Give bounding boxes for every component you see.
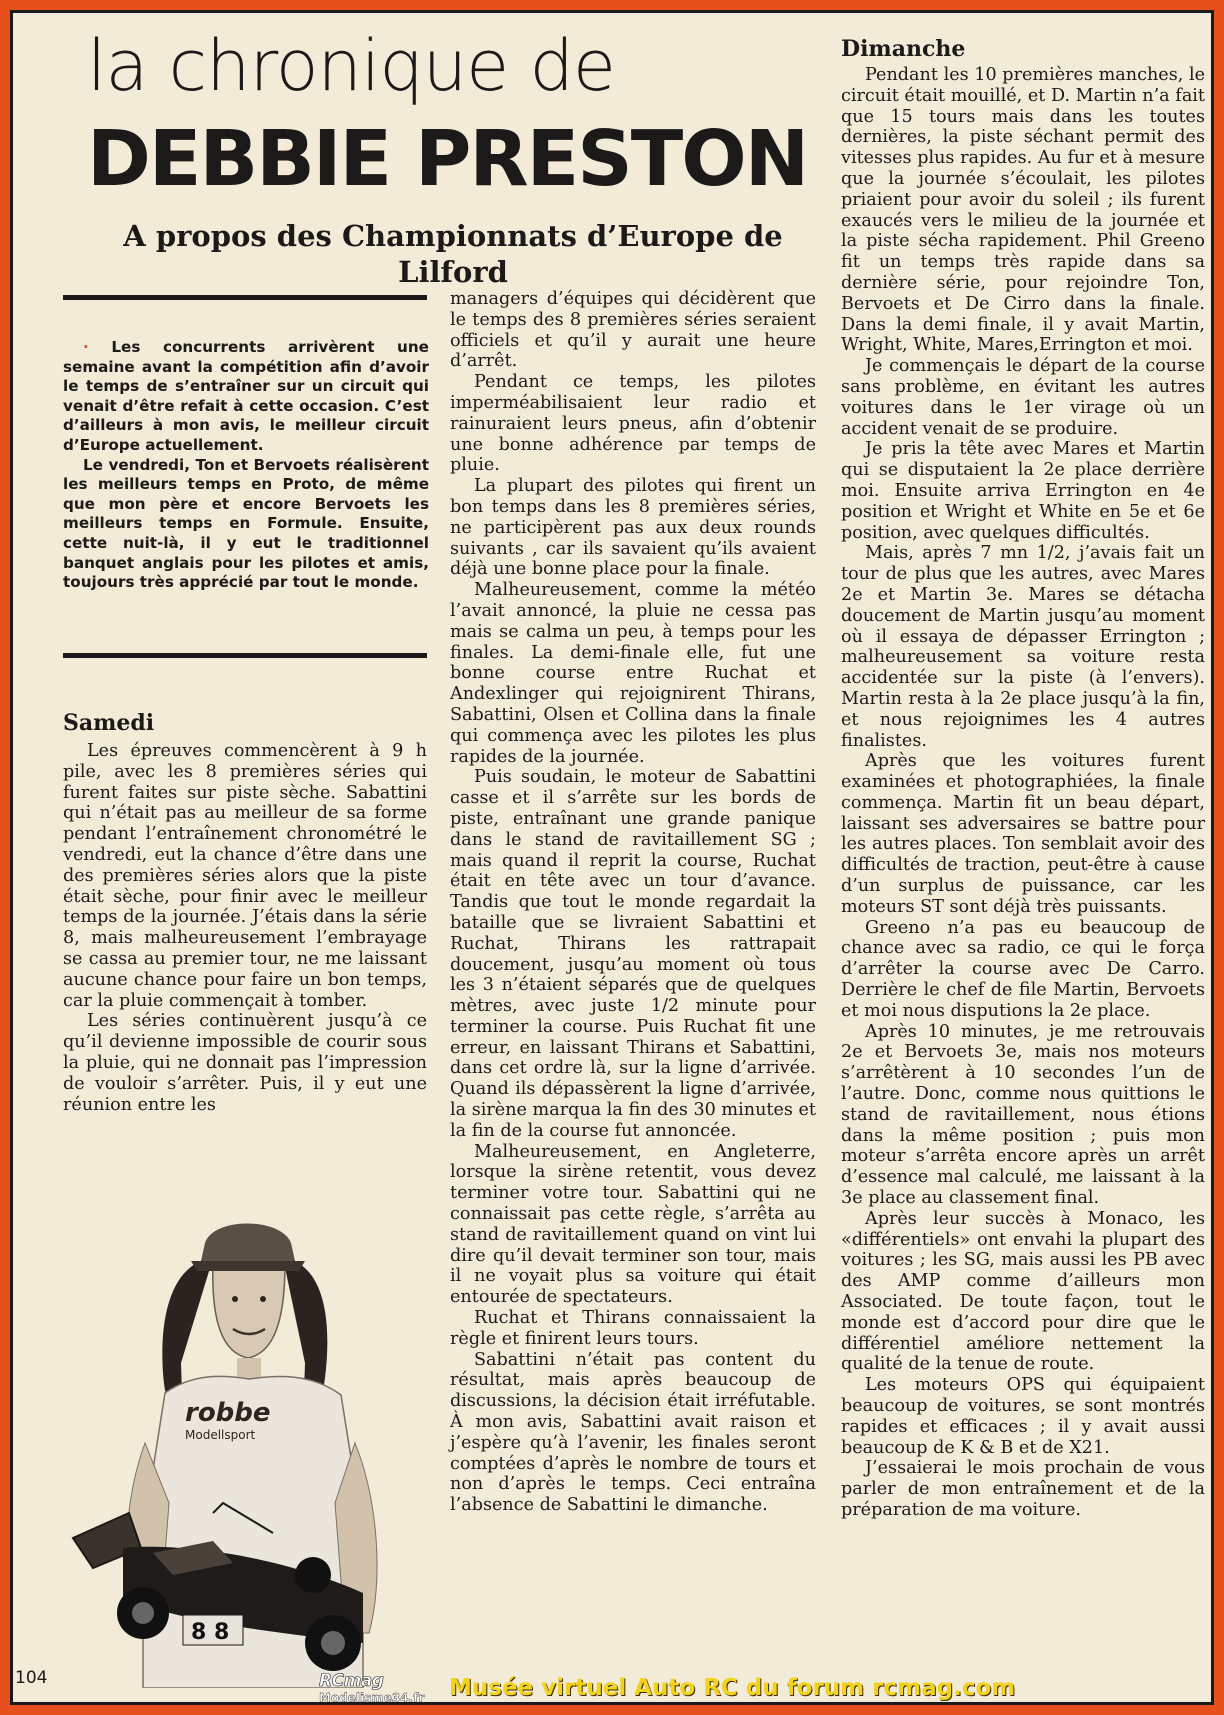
samedi-column [63,741,427,1115]
body-paragraph: managers d’équipes qui décidèrent que le temps des 8 premières séries seraient officiels et qu’il y aurait une heure d’arrêt. [450,289,816,372]
middle-column [450,289,816,1516]
intro-box [63,338,429,593]
body-paragraph: Greeno n’a pas eu beaucoup de chance avec sa radio, ce qui le força d’arrêter la course avec De Carro. Derrière le chef de file Martin, Bervoets et moi nous disputions la 2e place. [841,917,1205,1021]
body-paragraph: Les séries continuèrent jusqu’à ce qu’il devienne impossible de courir sous la pluie, qui ne donnait pas l’impression de vouloir s’arrêter. Puis, il y eut une réunion entre les [63,1011,427,1115]
body-paragraph: Pendant ce temps, les pilotes imperméabilisaient leur radio et rainuraient leurs pneus, afin d’obtenir une bonne adhérence par temps de pluie. [450,372,816,476]
intro-top-rule [63,295,427,300]
body-paragraph: Je pris la tête avec Mares et Martin qui se disputaient la 2e place derrière moi. Ensuite arriva Errington en 4e position et Wright et White en 5e et 6e position, avec quelques difficultés. [841,439,1205,543]
shirt-brand-text: robbe [185,1398,271,1428]
title-line-2: DEBBIE PRESTON [87,115,808,204]
body-paragraph: Ruchat et Thirans connaissaient la règle et finirent leurs tours. [450,1308,816,1349]
magazine-page [10,10,1214,1705]
logo-top-text: RCmag [319,1671,384,1691]
body-paragraph: Après leur succès à Monaco, les «différentiels» ont envahi la plupart des voitures ; les SG, mais aussi les PB avec des AMP comme d’ailleurs mon Associated. De toute façon, tout le monde est d’accord pour dire que le différentiel améliore nettement la qualité de la tenue de route. [841,1208,1205,1375]
body-paragraph: Puis soudain, le moteur de Sabattini casse et il s’arrête sur les bords de piste, entraînant une grande panique dans le stand de ravitaillement SG ; mais quand il reprit la course, Ruchat était en tête avec un tour d’avance. Tandis que tout le monde regardait la bataille que se livraient Sabattini et Ruchat, Thirans les rattrapait doucement, jusqu’au moment où tous les 3 n’étaient séparés que de quelques mètres, avec juste 1/2 minute pour terminer la course. Puis Ruchat fit une erreur, en laissant Thirans et Sabattini, dans cet ordre là, sur la ligne d’arrivée. Quand ils dépassèrent la ligne d’arrivée, la sirène marqua la fin des 30 minutes et la fin de la course fut annoncée. [450,767,816,1141]
body-paragraph: J’essaierai le mois prochain de vous parler de mon entraînement et de la préparation de ma voiture. [841,1458,1205,1520]
dimanche-heading: Dimanche [841,36,966,62]
logo-bottom-text: Modelisme34.fr [319,1691,425,1705]
body-paragraph: Sabattini n’était pas content du résultat, mais après beaucoup de discussions, la décision était irréfutable. À mon avis, Sabattini avait raison et j’espère qu’à l’avenir, les finales seront comptées d’après le nombre de tours et non d’après le temps. Ceci entraîna l’absence de Sabattini le dimanche. [450,1349,816,1516]
bullet-icon: · [83,338,89,356]
intro-bottom-rule [63,653,427,658]
footer-banner: Musée virtuel Auto RC du forum rcmag.com [449,1675,1016,1701]
title-line-1: la chronique de [87,25,615,107]
article-subtitle: A propos des Championnats d’Europe de Lilford [123,219,783,289]
body-paragraph: Les épreuves commencèrent à 9 h pile, avec les 8 premières séries qui furent faites sur piste sèche. Sabattini qui n’était pas au meilleur de sa forme pendant l’entraînement chronométré le vendredi, eut la chance d’être dans une des premières séries alors que la piste était sèche, pour finir avec le meilleur temps de la journée. J’étais dans la série 8, mais malheureusement l’embrayage se cassa au premier tour, ne me laissant aucune chance pour faire un bon temps, car la pluie commençait à tomber. [63,741,427,1011]
body-paragraph: La plupart des pilotes qui firent un bon temps dans les 8 premières séries, ne participèrent pas aux deux rounds suivants , car ils savaient qu’ils avaient déjà une bonne place pour la finale. [450,476,816,580]
dimanche-column [841,65,1205,1521]
driver-photo [63,1203,413,1688]
intro-paragraph: · Les concurrents arrivèrent une semaine avant la compétition afin d’avoir le temps de s’entraîner sur un circuit qui venait d’être refait à cette occasion. C’est d’ailleurs à mon avis, le meilleur circuit d’Europe actuellement. [63,338,429,454]
page-number: 104 [15,1668,48,1688]
body-paragraph: Après 10 minutes, je me retrouvais 2e et Bervoets 3e, mais nos moteurs s’arrêtèrent à 10 secondes l’un de l’autre. Donc, comme nous quittions le stand de ravitaillement, nous étions dans la même position ; puis mon moteur s’arrêta encore après un arrêt d’essence mal calculé, me laissant à la 3e place au classement final. [841,1021,1205,1209]
body-paragraph: Pendant les 10 premières manches, le circuit était mouillé, et D. Martin n’a fait que 15 tours mais dans les toutes dernières, la piste séchant permit des vitesses plus rapides. Au fur et à mesure que la journée s’écoulait, les pilotes priaient pour avoir du soleil ; ils furent exaucés vers le milieu de la journée et la piste sécha rapidement. Phil Greeno fit un temps très rapide dans sa dernière série, pour rejoindre Ton, Bervoets et De Cirro dans la finale. Dans la demi finale, il y avait Martin, Wright, White, Mares,Errington et moi. [841,65,1205,356]
intro-paragraph: Le vendredi, Ton et Bervoets réalisèrent les meilleurs temps en Proto, de même que mon père et encore Bervoets les meilleurs temps en Formule. Ensuite, cette nuit-là, il y eut le traditionnel banquet anglais pour les pilotes et amis, toujours très apprécié par tout le monde. [63,455,429,592]
body-paragraph: Les moteurs OPS qui équipaient beaucoup de voitures, se sont montrés rapides et efficaces ; il y avait aussi beaucoup de K & B et de X21. [841,1375,1205,1458]
body-paragraph: Malheureusement, en Angleterre, lorsque la sirène retentit, vous devez terminer votre tour. Sabattini qui ne connaissait pas cette règle, s’arrêta au stand de ravitaillement quand on vint lui dire qu’il devait terminer son tour, mais il ne voyait plus sa voiture qui était entourée de spectateurs. [450,1141,816,1308]
body-paragraph: Mais, après 7 mn 1/2, j’avais fait un tour de plus que les autres, avec Mares 2e et Martin 3e. Mares se détacha doucement de Martin jusqu’au moment où il essaya de dépasser Errington ; malheureusement sa voiture resta accidentée sur la piste (à l’envers). Martin resta à la 2e place jusqu’à la fin, et nous rejoignimes les 4 autres finalistes. [841,543,1205,751]
shirt-sub-text: Modellsport [185,1428,256,1442]
rcmag-logo [319,1671,449,1705]
car-number-text: 8 8 [191,1620,230,1645]
body-paragraph: Après que les voitures furent examinées et photographiées, la finale commença. Martin fit un beau départ, laissant ses adversaires se battre pour les autres places. Ton semblait avoir des difficultés de traction, peut-être à cause d’un surplus de puissance, car les moteurs ST sont déjà très puissants. [841,751,1205,917]
body-paragraph: Je commençais le départ de la course sans problème, en évitant les autres voitures dans le 1er virage où un accident venait de se produire. [841,356,1205,439]
samedi-heading: Samedi [63,710,155,736]
body-paragraph: Malheureusement, comme la météo l’avait annoncé, la pluie ne cessa pas mais se calma un peu, à temps pour les finales. La demi-finale elle, fut une bonne course entre Ruchat et Andexlinger qui rejoignirent Thirans, Sabattini, Olsen et Collina dans la finale qui commença avec les pilotes les plus rapides de la journée. [450,580,816,767]
